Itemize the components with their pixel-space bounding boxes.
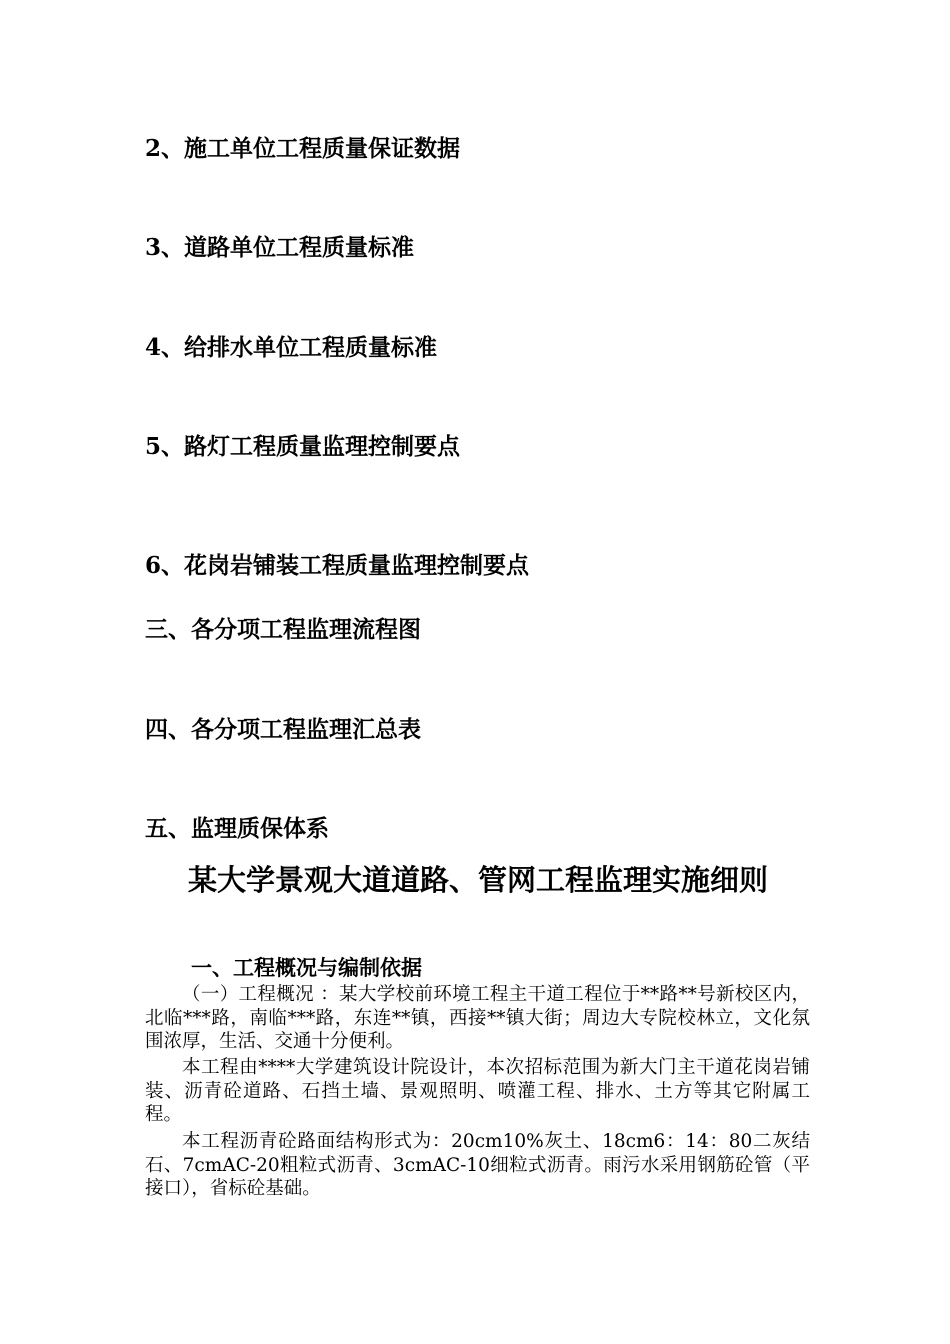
toc-item-street-light-control: 5、路灯工程质量监理控制要点 [145,433,461,460]
paragraph-pavement-structure: 本工程沥青砼路面结构形式为：20cm10%灰土、18cm6：14：80二灰结石、7cmAC-20粗粒式沥青、3cmAC-10细粒式沥青。雨污水采用钢筋砼管（平接口），省标砼基础。 [145,1131,810,1199]
toc-item-drainage-quality-standard: 4、给排水单位工程质量标准 [145,334,438,361]
toc-item-granite-paving-control: 6、花岗岩铺装工程质量监理控制要点 [145,552,530,579]
paragraph-scope: 本工程由****大学建筑设计院设计，本次招标范围为新大门主干道花岗岩铺装、沥青砼道路、石挡土墙、景观照明、喷灌工程、排水、土方等其它附属工程。 [145,1057,810,1125]
toc-item-flowchart: 三、各分项工程监理流程图 [145,616,421,643]
toc-item-quality-assurance-data: 2、施工单位工程质量保证数据 [145,135,461,162]
toc-item-summary-table: 四、各分项工程监理汇总表 [145,716,421,743]
toc-item-road-quality-standard: 3、道路单位工程质量标准 [145,234,415,261]
toc-item-quality-system: 五、监理质保体系 [145,815,329,842]
document-title: 某大学景观大道道路、管网工程监理实施细则 [188,863,769,897]
paragraph-project-overview: （一）工程概况 ：某大学校前环境工程主干道工程位于**路**号新校区内，北临***路，南临***路，东连**镇，西接**镇大街；周边大专院校林立，文化氛围浓厚，生活、交通十分便利。 [145,984,810,1052]
section-heading: 一、工程概况与编制依据 [191,955,422,980]
